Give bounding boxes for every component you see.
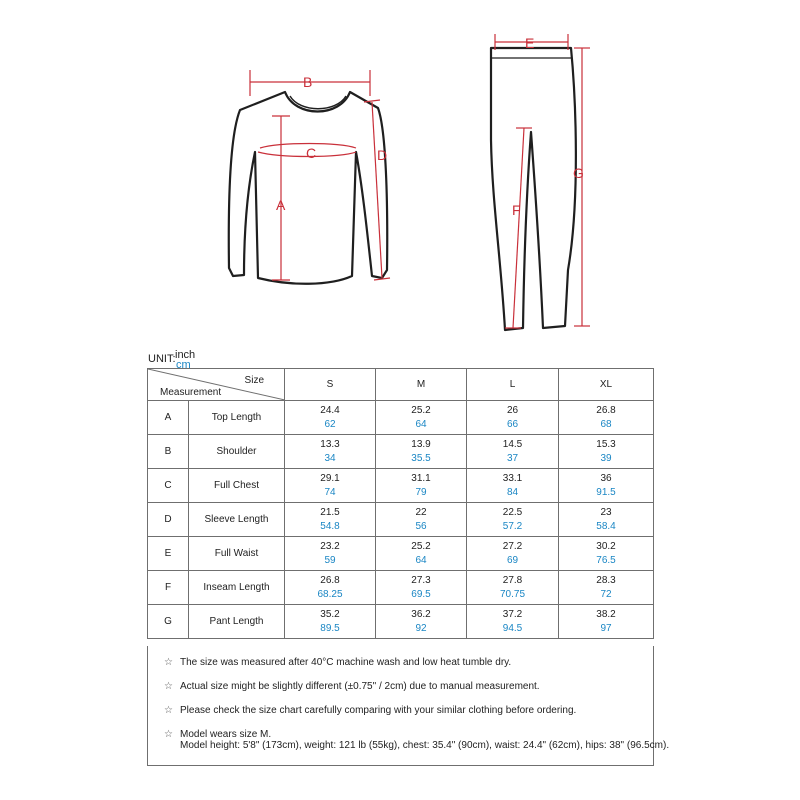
value-inch: 33.1: [502, 472, 523, 484]
row-code: D: [148, 503, 189, 537]
cell-m: [376, 605, 467, 639]
note-text: Actual size might be slightly different (±0.75" / 2cm) due to manual measurement.: [180, 681, 540, 692]
note-text: Please check the size chart carefully comparing with your similar clothing before ordering.: [180, 705, 577, 716]
table-row: [148, 571, 654, 605]
cell-s: [285, 435, 376, 469]
value-cm: 84: [506, 486, 519, 498]
row-code: C: [148, 469, 189, 503]
notes-panel: [147, 646, 670, 766]
value-cm: 69.5: [411, 588, 431, 600]
value-inch: 27.3: [411, 574, 431, 586]
value-cm: 89.5: [320, 622, 340, 634]
row-measurement-name: Full Waist: [189, 537, 285, 571]
cell-l: [467, 469, 559, 503]
value-cm: 97: [600, 622, 612, 634]
note-item: [164, 705, 576, 716]
value-inch: 31.1: [411, 472, 431, 484]
value-inch: 26.8: [320, 574, 340, 586]
cell-l: [467, 503, 559, 537]
cell-s: [285, 571, 376, 605]
value-cm: 92: [415, 622, 427, 634]
unit-inch: inch: [175, 349, 196, 361]
measurement-diagram: [0, 0, 800, 345]
row-code: F: [148, 571, 189, 605]
cell-m: [376, 435, 467, 469]
value-cm: 34: [324, 452, 336, 464]
value-inch: 24.4: [320, 404, 340, 416]
note-item: [164, 729, 271, 740]
table-row: [148, 605, 654, 639]
dim-label-g: G: [573, 165, 584, 181]
cell-m: [376, 537, 467, 571]
value-cm: 94.5: [502, 622, 523, 634]
cell-xl: [559, 469, 654, 503]
dim-label-f: F: [512, 202, 521, 218]
star-icon: ☆: [164, 657, 173, 668]
dim-label-e: E: [525, 35, 535, 51]
header-size-label: Size: [244, 375, 264, 386]
cell-s: [285, 605, 376, 639]
value-inch: 37.2: [502, 608, 523, 620]
value-cm: 39: [600, 452, 612, 464]
row-code: A: [148, 401, 189, 435]
row-code: B: [148, 435, 189, 469]
unit-cm: cm: [176, 359, 191, 371]
size-col-m: M: [376, 369, 467, 401]
value-cm: 59: [324, 554, 336, 566]
value-cm: 66: [506, 418, 519, 430]
cell-m: [376, 503, 467, 537]
dim-label-b: B: [303, 74, 313, 90]
dim-label-c: C: [306, 145, 317, 161]
value-inch: 26: [506, 404, 519, 416]
size-col-xl: XL: [559, 369, 654, 401]
table-header-row: [148, 369, 654, 401]
size-chart-table: [147, 368, 654, 639]
star-icon: ☆: [164, 705, 173, 716]
row-measurement-name: Shoulder: [189, 435, 285, 469]
cell-xl: [559, 537, 654, 571]
value-inch: 23: [600, 506, 612, 518]
value-inch: 23.2: [320, 540, 340, 552]
note-item: [164, 657, 511, 668]
top-garment-outline: [229, 92, 387, 284]
value-cm: 54.8: [320, 520, 340, 532]
row-measurement-name: Top Length: [189, 401, 285, 435]
table-row: [148, 401, 654, 435]
star-icon: ☆: [164, 729, 173, 740]
dim-label-d: D: [377, 147, 388, 163]
cell-s: [285, 503, 376, 537]
value-cm: 64: [415, 554, 427, 566]
value-inch: 25.2: [411, 540, 431, 552]
cell-s: [285, 469, 376, 503]
header-corner-cell: [148, 369, 285, 401]
table-row: [148, 503, 654, 537]
value-cm: 37: [506, 452, 519, 464]
dim-d-line: [372, 102, 382, 278]
value-cm: 35.5: [411, 452, 431, 464]
value-inch: 13.3: [320, 438, 340, 450]
value-inch: 30.2: [596, 540, 616, 552]
row-measurement-name: Inseam Length: [189, 571, 285, 605]
garment-illustration: [0, 0, 800, 345]
dim-label-a: A: [276, 197, 286, 213]
value-cm: 91.5: [596, 486, 616, 498]
value-cm: 62: [324, 418, 336, 430]
value-cm: 58.4: [596, 520, 616, 532]
value-inch: 38.2: [596, 608, 616, 620]
cell-l: [467, 401, 559, 435]
note-item: [164, 681, 540, 692]
cell-l: [467, 605, 559, 639]
table-row: [148, 537, 654, 571]
value-inch: 22: [415, 506, 427, 518]
value-inch: 13.9: [411, 438, 431, 450]
row-code: E: [148, 537, 189, 571]
value-cm: 68: [600, 418, 612, 430]
cell-xl: [559, 503, 654, 537]
value-inch: 28.3: [596, 574, 616, 586]
model-detail: Model height: 5'8" (173cm), weight: 121 lb (55kg), chest: 35.4" (90cm), waist: 24.4" (62cm), hips: 38" (96.5cm).: [180, 740, 670, 751]
value-cm: 69: [506, 554, 519, 566]
cell-xl: [559, 401, 654, 435]
table-row: [148, 435, 654, 469]
value-inch: 35.2: [320, 608, 340, 620]
value-cm: 68.25: [317, 588, 343, 600]
value-cm: 79: [415, 486, 427, 498]
cell-m: [376, 401, 467, 435]
size-col-s: S: [285, 369, 376, 401]
value-inch: 14.5: [502, 438, 523, 450]
note-text: The size was measured after 40°C machine wash and low heat tumble dry.: [180, 657, 512, 668]
value-cm: 56: [415, 520, 427, 532]
value-inch: 22.5: [502, 506, 523, 518]
value-inch: 15.3: [596, 438, 616, 450]
value-cm: 74: [324, 486, 336, 498]
cell-l: [467, 571, 559, 605]
cell-m: [376, 571, 467, 605]
cell-m: [376, 469, 467, 503]
header-measurement-label: Measurement: [160, 387, 222, 398]
value-inch: 27.8: [502, 574, 523, 586]
value-cm: 72: [600, 588, 612, 600]
cell-xl: [559, 435, 654, 469]
cell-xl: [559, 605, 654, 639]
value-inch: 26.8: [596, 404, 616, 416]
value-inch: 29.1: [320, 472, 340, 484]
pants-garment-outline: [491, 48, 576, 330]
value-inch: 27.2: [502, 540, 523, 552]
value-cm: 70.75: [499, 588, 526, 600]
note-text: Model wears size M.: [180, 729, 272, 740]
value-cm: 57.2: [502, 520, 523, 532]
value-cm: 64: [415, 418, 427, 430]
cell-l: [467, 435, 559, 469]
row-measurement-name: Pant Length: [189, 605, 285, 639]
row-measurement-name: Sleeve Length: [189, 503, 285, 537]
star-icon: ☆: [164, 681, 173, 692]
dim-f-line: [513, 128, 524, 328]
value-inch: 36.2: [411, 608, 431, 620]
value-inch: 36: [600, 472, 612, 484]
unit-label: UNIT:: [148, 353, 176, 365]
cell-xl: [559, 571, 654, 605]
table-row: [148, 469, 654, 503]
cell-l: [467, 537, 559, 571]
row-measurement-name: Full Chest: [189, 469, 285, 503]
row-code: G: [148, 605, 189, 639]
cell-s: [285, 401, 376, 435]
cell-s: [285, 537, 376, 571]
value-inch: 21.5: [320, 506, 340, 518]
size-col-l: L: [467, 369, 559, 401]
value-inch: 25.2: [411, 404, 431, 416]
value-cm: 76.5: [596, 554, 616, 566]
